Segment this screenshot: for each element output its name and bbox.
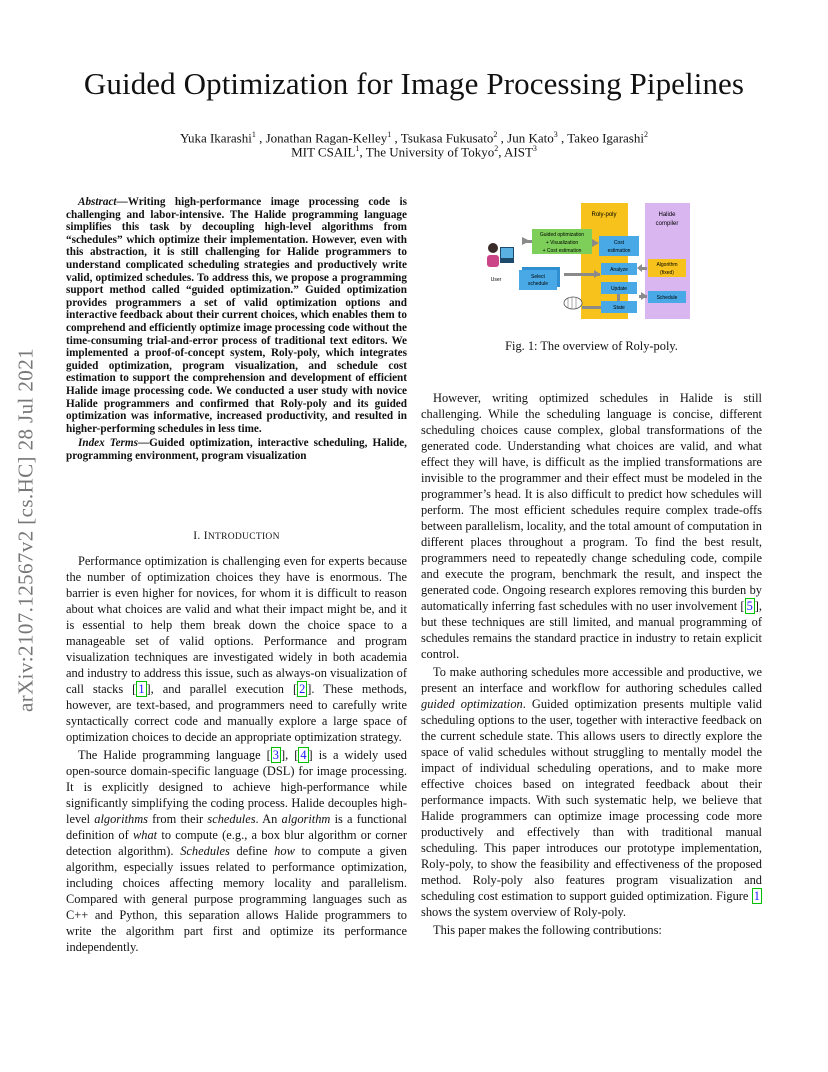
intro-paragraph-2: The Halide programming language [ 3 ], [ 4 ] is a widely used open-source domain-specific language (DSL) for image processing. It is explicitly designed to achieve high-performance while significantly simplifying the coding process. Halide decouples high-level algorithms from their schedules. An algorithm is a functional definition of what to compute (e.g., a box blur algorithm or corner detection algorithm). Schedules define how to compute a given algorithm, especially issues related to performance optimization, including choices affecting memory locality and parallelism. Compared with general purpose programming languages such as C++ and Python, this separation allows Halide programmers to write the algorithm part first and optimize its performance independently.: [66, 748, 408, 954]
right-column-body: [421, 390, 762, 940]
citation-link-2[interactable]: 2: [299, 682, 306, 696]
section-heading-introduction: I. INTRODUCTION: [193, 530, 280, 542]
schedule-label: Schedule: [656, 295, 678, 301]
schedule-select-label: schedule: [527, 281, 549, 287]
intro-paragraph-5: This paper makes the following contributions:: [433, 923, 662, 937]
halide-label: Halide: [658, 212, 676, 218]
figure-1-caption: Fig. 1: The overview of Roly-poly.: [505, 339, 678, 353]
intro-paragraph-1: Performance optimization is challenging even for experts because the number of optimization choices they have is enormous. The barrier is even higher for novices, for whom it is difficult to reason about what choices are valid and what their impact might be, and it is essential to help them break down the choice space to a manageable set of valid options. Performance and program visualization techniques are investigated widely in both academia and industry to address this issue, such as always-on visualization of call stacks [ 1 ], and parallel execution [ 2 ]. These methods, however, are text-based, and programmers need to carefully write syntactically correct code and manually explore a large space of optimization choices to decide an appropriate optimization strategy.: [66, 554, 407, 744]
abstract-text: —Writing high-performance image processing code is challenging and labor-intensive. The Halide programming language simplifies this task by decoupling high-level algorithms from “schedules” which optimize their implementation. However, even with this abstraction, it is still challenging for Halide programmers to understand complicated scheduling strategies and productively write valid, optimized schedules. To address this, we propose a programming support method called “guided optimization.” Guided optimization provides programmers a set of valid optimization options and interactive feedback about their current choices, which enables them to comprehend and efficiently optimize image processing code without the time-consuming trial-and-error process of traditional text editors. We implemented a proof-of-concept system, Roly-poly, which integrates guided optimization, program visualization, and schedule cost estimation to support the comprehension and development of efficient Halide image processing code. We conducted a user study with novice Halide programmers and confirmed that Roly-poly and its guided optimization was informative, increased productivity, and resulted in higher-performing schedules in less time.: [66, 196, 407, 435]
index-terms-label: Index Terms: [78, 437, 138, 450]
user-label: User: [490, 277, 502, 283]
user-icon: [487, 243, 514, 267]
roly-poly-bug-icon: [564, 297, 582, 309]
guided-label-1: Guided optimization: [539, 232, 585, 238]
intro-paragraph-3: However, writing optimized schedules in Halide is still challenging. While the scheduling language is concise, different scheduling choices cause complex, global transformations of the generated code. Understanding what choices are valid, and what effect they will have, is difficult as the implied transformations are invisible to the programmer and their effect must be modeled in the programmer’s head. It is also difficult to predict how schedules will perform. The most efficient schedules require complex trade-offs between parallelism, locality, and the total amount of computation in different places throughout a program. To find the best result, programmers need to repeatedly change scheduling code, compile and execute the program, benchmark the result, and inspect the generated code. Ongoing research explores removing this burden by automatically inferring fast schedules with no user involvement [ 5 ], but these techniques are still limited, and manual programming of schedules remains the standard practice in industry to retain explicit control.: [421, 391, 762, 661]
guided-label-3: + Cost estimation: [542, 248, 582, 254]
figure-1: [482, 203, 698, 323]
state-label: State: [613, 305, 625, 311]
introduction-section: [66, 528, 407, 957]
paper-title: Guided Optimization for Image Processing Pipelines: [83, 66, 745, 101]
halide-compiler-label: compiler: [655, 221, 679, 227]
arxiv-identifier: arXiv:2107.12567v2 [cs.HC] 28 Jul 2021: [13, 347, 38, 713]
analyze-label: Analyze: [610, 267, 628, 273]
abstract-label: Abstract: [78, 196, 117, 208]
roly-poly-overview-diagram: [482, 203, 698, 323]
algorithm-fixed-label: (fixed): [660, 270, 674, 276]
roly-poly-label: Roly-poly: [591, 212, 617, 218]
algorithm-label: Algorithm: [656, 262, 678, 268]
cost-label: Cost: [613, 240, 625, 246]
index-terms-text: —Guided optimization, interactive scheduling, Halide, programming environment, program visualization: [66, 437, 407, 462]
citation-link-5[interactable]: 5: [746, 599, 753, 613]
abstract-block: [66, 196, 407, 462]
arxiv-sidebar: [11, 300, 41, 760]
figure-1-link[interactable]: 1: [753, 889, 760, 903]
select-label: Select: [531, 274, 545, 280]
author-list: Yuka Ikarashi$^1$ , Jonathan Ragan-Kelley$^1$ , Tsukasa Fukusato$^2$ , Jun Kato$^3$ , Takeo Igarashi$^2$: [180, 130, 648, 146]
intro-paragraph-4: To make authoring schedules more accessible and productive, we present an interface and workflow for authoring schedules called guided optimization. Guided optimization presents multiple valid scheduling options to the user, together with interactive feedback on the current schedule state. This allows users to directly explore the space of valid schedules without struggling to mentally model the impact of individual scheduling operations, and to make more effective choices based on integrated feedback about their performance impacts. With such systematic help, we believe that Halide programmers can optimize image processing code more productively and effectively than with traditional manual scheduling. This paper introduces our prototype implementation, Roly-poly, to show the feasibility and effectiveness of the proposed method. Roly-poly also features program visualization and scheduling cost estimation to support guided optimization. Figure 1 shows the system overview of Roly-poly.: [421, 665, 763, 919]
citation-link-4[interactable]: 4: [300, 748, 307, 762]
select-schedule-box: [519, 270, 557, 290]
affiliations: MIT CSAIL$^1$, The University of Tokyo$^2$, AIST$^3$: [291, 144, 537, 160]
guided-label-2: + Visualization: [545, 240, 579, 246]
citation-link-1[interactable]: 1: [138, 682, 145, 696]
update-label: Update: [610, 286, 628, 292]
estimation-label: estimation: [607, 248, 631, 254]
citation-link-3[interactable]: 3: [272, 748, 279, 762]
